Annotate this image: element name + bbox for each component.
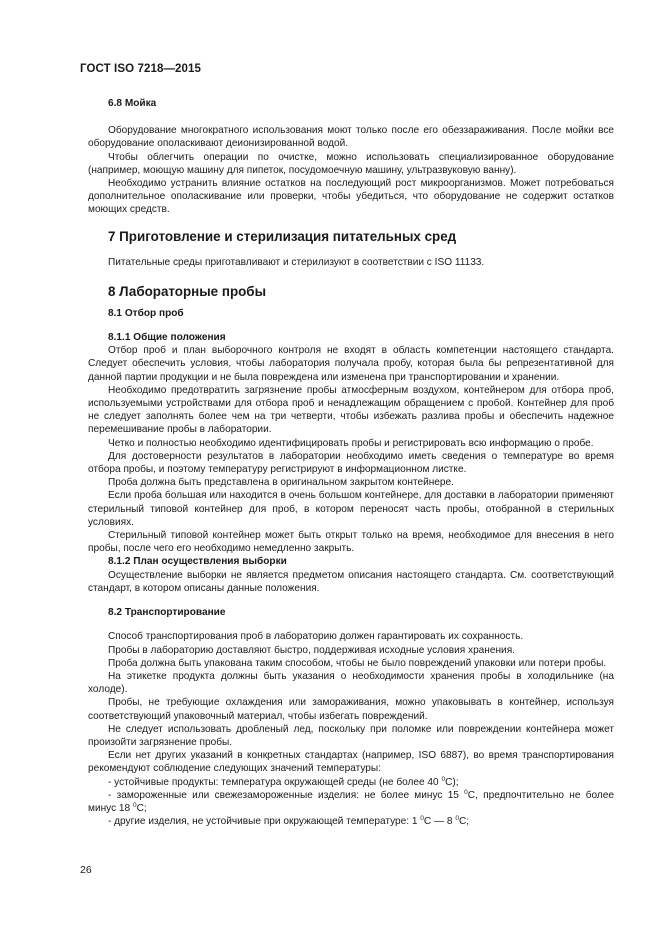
section-8-2-heading: 8.2 Транспортирование — [108, 607, 226, 619]
section-8-1-1-heading: 8.1.1 Общие положения — [108, 332, 226, 344]
paragraph: Осуществление выборки не является предметом описания настоящего стандарта. См. соответствующий стандарт, в котором описаны данные положения. — [88, 569, 614, 594]
paragraph: Четко и полностью необходимо идентифицировать пробы и регистрировать всю информацию о пробе. — [108, 437, 594, 449]
paragraph: Чтобы облегчить операции по очистке, можно использовать специализированное оборудование (например, моющую машину для пипеток, посудомоечную машину, ультразвуковую ванну). — [88, 151, 614, 176]
section-6-8-heading: 6.8 Мойка — [108, 98, 157, 109]
section-8-heading: 8 Лабораторные пробы — [108, 283, 267, 299]
section-8-1-heading: 8.1 Отбор проб — [108, 307, 184, 319]
paragraph: Необходимо предотвратить загрязнение пробы атмосферным воздухом, контейнером для отбора проб, используемыми устройствами для отбора проб и ненадлежащим обращением с пробой. Контейнер для проб не следует заполнять более чем на три четверти, чтобы избежать разлива пробы и обеспечить надежное перемешивание пробы в лаборатории. — [88, 384, 614, 436]
paragraph: Пробы, не требующие охлаждения или замораживания, можно упаковывать в контейнер, используя соответствующий упаковочный материал, чтобы избегать повреждений. — [88, 697, 614, 722]
paragraph: На этикетке продукта должны быть указания о необходимости хранения пробы в холодильнике (на холоде). — [88, 670, 614, 696]
paragraph: Необходимо устранить влияние остатков на последующий рост микроорганизмов. Может потребоваться дополнительное ополаскивание или проверки, чтобы убедиться, что оборудование не содержит остатков моющих средств. — [88, 178, 614, 216]
list-item: - устойчивые продукты: температура окружающей среды (не более 40 $^0$С); — [108, 775, 459, 788]
list-item: - замороженные или свежезамороженные изделия: не более минус 15 $^0$С, предпочтительно не более минус 18 $^0$С; — [88, 788, 614, 814]
paragraph: Способ транспортирования проб в лабораторию должен гарантировать их сохранность. — [108, 631, 524, 643]
paragraph: Стерильный типовой контейнер может быть открыт только на время, необходимое для внесения в него пробы, после чего его необходимо немедленно закрыть. — [88, 530, 614, 555]
paragraph: Проба должна быть представлена в оригинальном закрытом контейнере. — [108, 477, 454, 489]
section-7-heading: 7 Приготовление и стерилизация питательных сред — [108, 228, 457, 244]
paragraph: Оборудование многократного использования моют только после его обеззараживания. После мойки все оборудование ополаскивают деионизированной водой. — [88, 125, 614, 150]
section-8-1-2-heading: 8.1.2 План осуществления выборки — [108, 556, 287, 568]
document-header: ГОСТ ISO 7218—2015 — [80, 63, 202, 75]
list-item: - другие изделия, не устойчивые при окружающей температуре: 1 $^0$С — 8 $^0$С; — [108, 815, 470, 828]
paragraph: Если проба большая или находится в очень большом контейнере, для доставки в лаборатории применяют стерильный типовой контейнер для проб, в котором переносят часть пробы, отобранной в стерильных условиях. — [88, 490, 614, 528]
paragraph: Проба должна быть упакована таким способом, чтобы не было повреждений упаковки или потери пробы. — [108, 657, 607, 669]
paragraph: Если нет других указаний в конкретных стандартах (например, ISO 6887), во время транспортирования рекомендуют соблюдение следующих значений температуры: — [88, 750, 614, 775]
page-content — [88, 86, 614, 828]
paragraph: Отбор проб и план выборочного контроля не входят в область компетенции настоящего стандарта. Следует обеспечить условия, чтобы лаборатория получала пробу, которая была бы репрезентативной для данной партии продукции и не была повреждена или изменена при транспортировании и хранении. — [88, 345, 614, 383]
page-number: 26 — [80, 864, 92, 876]
paragraph: Не следует использовать дробленый лед, поскольку при поломке или повреждении контейнера может произойти загрязнение пробы. — [88, 723, 614, 748]
paragraph: Питательные среды приготавливают и стерилизуют в соответствии с ISO 11133. — [108, 256, 485, 268]
paragraph: Пробы в лабораторию доставляют быстро, поддерживая исходные условия хранения. — [108, 644, 515, 656]
paragraph: Для достоверности результатов в лаборатории необходимо иметь сведения о температуре во время отбора пробы, и поэтому температуру регистрируют в информационном листке. — [88, 450, 614, 476]
